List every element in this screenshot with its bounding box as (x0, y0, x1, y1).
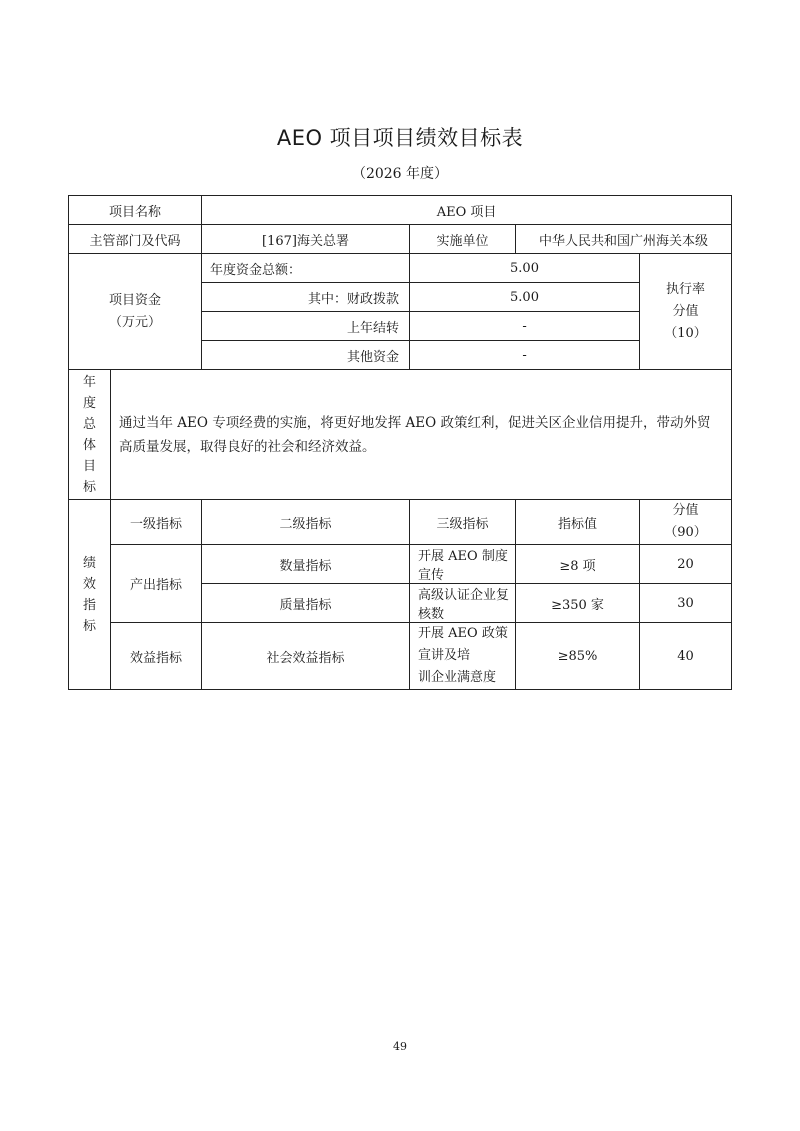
annual-goal-text: 通过当年 AEO 专项经费的实施，将更好地发挥 AEO 政策红利，促进关区企业信用提升，带动外贸高质量发展，取得良好的社会和经济效益。 (111, 370, 732, 500)
header-score-line1: 分值 (672, 503, 699, 518)
fund-row-value: - (410, 312, 640, 341)
goal-label-char: 目 (82, 458, 96, 474)
header-score-line2: （90） (664, 525, 707, 540)
fund-row-label: 其中：财政拨款 (202, 283, 410, 312)
row-indicator-header (69, 500, 732, 545)
funds-label (69, 254, 202, 370)
fund-row-value: 5.00 (410, 283, 640, 312)
document-title: AEO 项目项目绩效目标表 (276, 126, 524, 150)
table-row (69, 545, 732, 584)
indicator-level3-line2: 训企业满意度 (418, 670, 497, 685)
dept-value: [167]海关总署 (202, 225, 410, 254)
indicator-level3 (410, 623, 516, 690)
fund-row-label: 年度资金总额： (202, 254, 410, 283)
fund-row-label: 上年结转 (202, 312, 410, 341)
exec-rate-label (640, 254, 732, 370)
exec-rate-line1: 执行率 (666, 281, 706, 297)
indicator-level2: 质量指标 (202, 584, 410, 623)
indicator-level2: 数量指标 (202, 545, 410, 584)
annual-goal-label (69, 370, 111, 500)
exec-rate-line2: 分值 (672, 303, 699, 319)
indicator-label-char: 标 (82, 618, 96, 634)
header-level2: 二级指标 (202, 500, 410, 545)
goal-label-char: 标 (82, 479, 96, 495)
table-row (69, 623, 732, 690)
header-score (640, 500, 732, 545)
page-number: 49 (393, 1040, 407, 1053)
goal-label-char: 体 (82, 437, 96, 453)
row-department (69, 225, 732, 254)
funds-label-line1: 项目资金 (109, 292, 162, 308)
performance-table (68, 195, 732, 690)
fund-row-value: - (410, 341, 640, 370)
indicator-score: 30 (640, 584, 732, 623)
indicator-label-char: 绩 (82, 555, 96, 571)
fund-row-value: 5.00 (410, 254, 640, 283)
row-project-name (69, 196, 732, 225)
document-year: （2026 年度） (351, 166, 449, 182)
funds-label-line2: （万元） (109, 314, 162, 330)
benefit-indicator-label: 效益指标 (111, 623, 202, 690)
indicator-value: ≥85% (516, 623, 640, 690)
indicator-level3: 开展 AEO 制度宣传 (410, 545, 516, 584)
indicator-score: 40 (640, 623, 732, 690)
goal-label-char: 度 (82, 395, 96, 411)
impl-unit-value: 中华人民共和国广州海关本级 (516, 225, 732, 254)
indicator-score: 20 (640, 545, 732, 584)
header-value: 指标值 (516, 500, 640, 545)
indicator-label-char: 效 (82, 576, 96, 592)
indicators-label (69, 500, 111, 690)
project-name-label: 项目名称 (69, 196, 202, 225)
project-name-value: AEO 项目 (202, 196, 732, 225)
impl-unit-label: 实施单位 (410, 225, 516, 254)
goal-label-char: 总 (82, 416, 96, 432)
indicator-level3: 高级认证企业复核数 (410, 584, 516, 623)
goal-label-char: 年 (82, 374, 96, 390)
indicator-level2: 社会效益指标 (202, 623, 410, 690)
indicator-value: ≥8 项 (516, 545, 640, 584)
header-level1: 一级指标 (111, 500, 202, 545)
exec-rate-line3: （10） (664, 325, 707, 341)
indicator-label-char: 指 (82, 597, 96, 613)
dept-label: 主管部门及代码 (69, 225, 202, 254)
row-annual-goal (69, 370, 732, 500)
row-fund-total (69, 254, 732, 283)
header-level3: 三级指标 (410, 500, 516, 545)
fund-row-label: 其他资金 (202, 341, 410, 370)
indicator-value: ≥350 家 (516, 584, 640, 623)
output-indicator-label: 产出指标 (111, 545, 202, 623)
indicator-level3-line1: 开展 AEO 政策宣讲及培 (418, 626, 508, 663)
